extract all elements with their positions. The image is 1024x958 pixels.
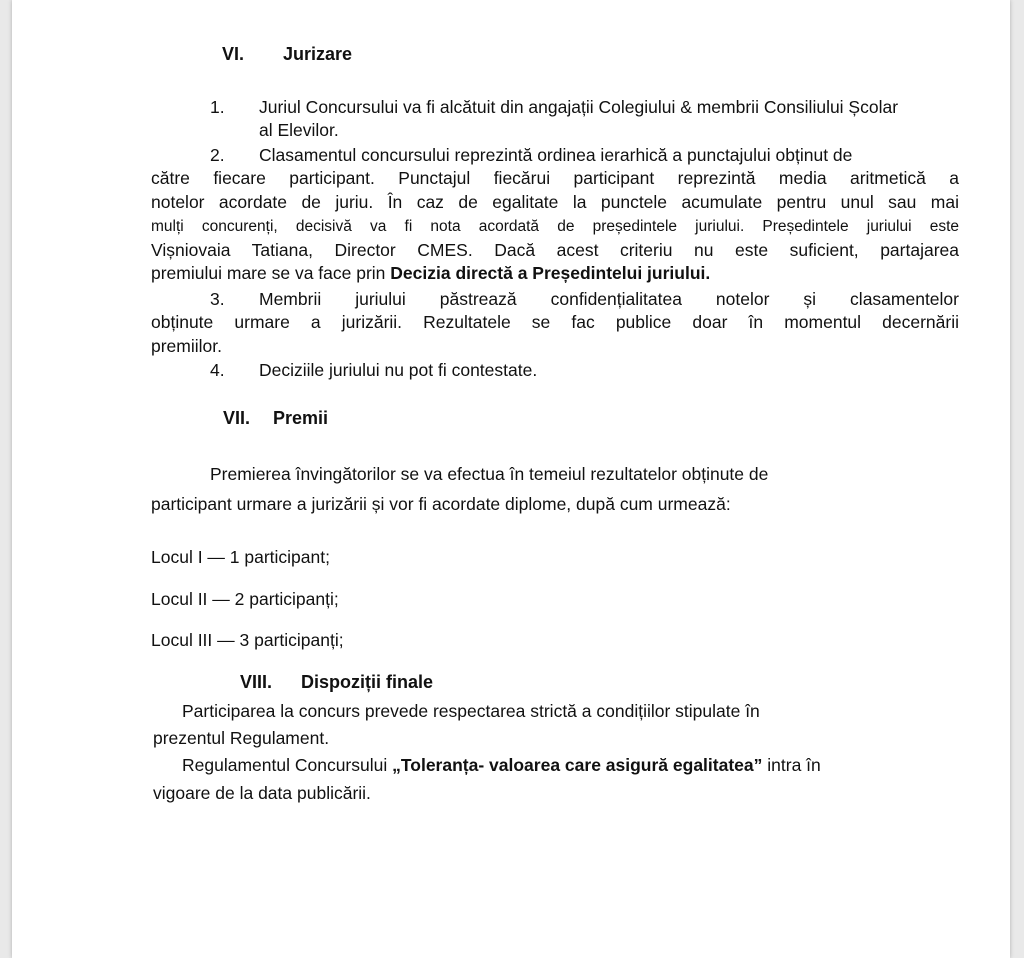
section-7-title: Premii <box>273 408 329 428</box>
place-1: Locul I — 1 participant; <box>151 547 330 567</box>
final-paragraph-line: Participarea la concurs prevede respectarea strictă a condițiilor stipulate în <box>182 701 760 721</box>
item-4-number: 4. <box>210 360 225 380</box>
section-8-title: Dispoziții finale <box>301 672 434 692</box>
item-3-line: obținute urmare a jurizării. Rezultatele se fac publice doar în momentul decernării <box>151 312 959 332</box>
item-2-line: Clasamentul concursului reprezintă ordinea ierarhică a punctajului obținut de <box>259 145 853 165</box>
item-1-number: 1. <box>210 97 225 117</box>
section-7-number: VII. <box>223 408 251 428</box>
section-6-title: Jurizare <box>283 44 353 64</box>
item-2-last-line <box>151 262 710 285</box>
contest-title: „Toleranța- valoarea care asigură egalitatea” <box>392 755 763 775</box>
item-1-line: al Elevilor. <box>259 120 339 140</box>
final-text: intra în <box>762 755 821 775</box>
item-2-line: către fiecare participant. Punctajul fiecărui participant reprezintă media aritmetică a <box>151 168 959 188</box>
item-2-bold-text: Decizia directă a Președintelui juriului. <box>390 263 711 283</box>
item-3-line: Membrii juriului păstrează confidențialitatea notelor și clasamentelor <box>259 289 959 309</box>
item-4-line: Deciziile juriului nu pot fi contestate. <box>259 360 538 380</box>
final-paragraph-line: prezentul Regulament. <box>153 728 330 748</box>
item-2-line: notelor acordate de juriu. În caz de egalitate la punctele acumulate pentru unul sau mai <box>151 192 959 212</box>
item-2-text: premiului mare se va face prin <box>151 263 391 283</box>
premii-paragraph-line: Premierea învingătorilor se va efectua în temeiul rezultatelor obținute de <box>210 464 769 484</box>
item-2-line: Vișniovaia Tatiana, Director CMES. Dacă acest criteriu nu este suficient, partajarea <box>151 240 959 260</box>
item-2-number: 2. <box>210 145 225 165</box>
item-3-line: premiilor. <box>151 336 222 356</box>
item-2-line: mulți concurenți, decisivă va fi nota acordată de președintele juriului. Președintele juriului este <box>151 218 959 235</box>
final-paragraph-line <box>182 754 821 777</box>
section-8-number: VIII. <box>240 672 273 692</box>
section-6-number: VI. <box>222 44 245 64</box>
final-text: Regulamentul Concursului <box>182 755 393 775</box>
place-2: Locul II — 2 participanți; <box>151 589 339 609</box>
final-paragraph-line: vigoare de la data publicării. <box>153 783 371 803</box>
place-3: Locul III — 3 participanți; <box>151 630 344 650</box>
item-3-number: 3. <box>210 289 225 309</box>
document-page <box>12 0 1010 958</box>
item-1-line: Juriul Concursului va fi alcătuit din angajații Colegiului & membrii Consiliului Școlar <box>259 97 899 117</box>
premii-paragraph-line: participant urmare a jurizării și vor fi acordate diplome, după cum urmează: <box>151 494 731 514</box>
